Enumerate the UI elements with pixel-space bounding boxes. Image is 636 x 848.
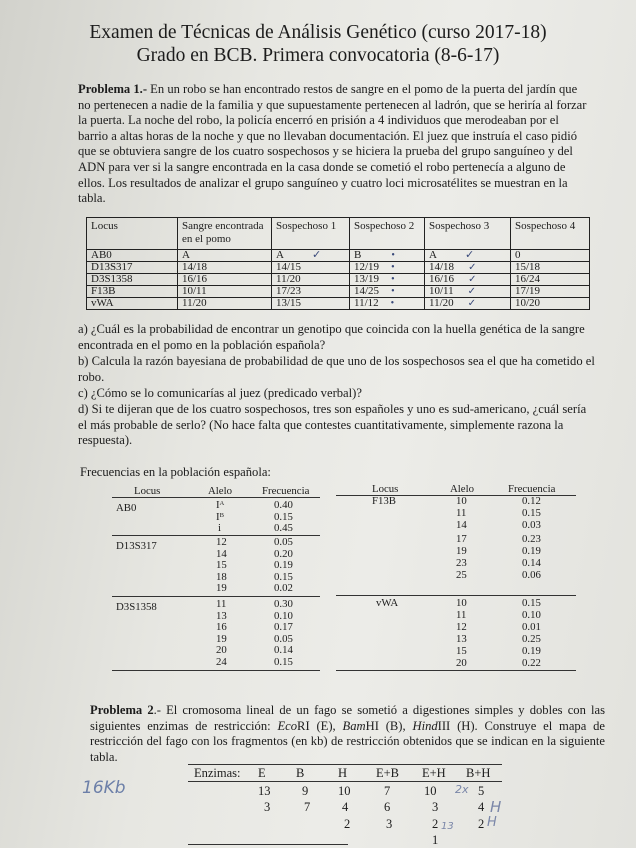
- problem1-label: Problema 1.-: [78, 82, 148, 96]
- fragment-value: 2: [432, 817, 439, 831]
- allele-value: 16: [216, 621, 227, 633]
- allele-value: 19: [216, 632, 227, 645]
- table-cell: A: [178, 250, 272, 262]
- fragment-value: 7: [384, 784, 391, 798]
- allele-value: 14: [456, 519, 467, 531]
- question-b: b) Calcula la razón bayesiana de probabilidad de que uno de los sospechosos sea el que ha cometido el robo.: [78, 354, 595, 384]
- frequency-value: 0.45: [274, 522, 293, 534]
- check-mark-icon: ✓: [311, 249, 322, 261]
- table-row: [87, 298, 590, 310]
- table-cell: AB0: [87, 250, 178, 262]
- handwritten-note: 16Kb: [82, 778, 126, 798]
- table-cell: B •: [350, 250, 425, 262]
- question-d: d) Si te dijeran que de los cuatro sospechosos, tres son españoles y uno es sud-americano, ¿cuál sería el más probable de serlo? (No hace falta que contestes cuantitativamente, simplemente razona la respuesta).: [78, 402, 587, 448]
- header-cell: Sangre encontrada en el pomo: [178, 218, 272, 250]
- enzyme-header: E: [258, 766, 266, 780]
- fragment-value: 9: [302, 784, 309, 798]
- check-mark-icon: ✓: [467, 286, 477, 297]
- table-row: [87, 286, 590, 298]
- frequency-value: 0.15: [522, 597, 541, 609]
- table-cell: 16/16: [178, 274, 272, 286]
- allele-value: 10: [456, 597, 467, 609]
- problem1-statement: [78, 82, 590, 207]
- allele-value: 23: [456, 557, 467, 569]
- handwritten-note: 2x: [455, 783, 469, 796]
- frequency-value: 0.23: [522, 533, 541, 545]
- allele-value: 19: [456, 545, 467, 557]
- frequency-value: 0.15: [274, 655, 293, 668]
- allele-value: 24: [216, 655, 227, 668]
- frequency-value: 0.22: [522, 657, 541, 669]
- table-cell: 14/25 •: [350, 286, 425, 298]
- frequency-value: 0.14: [274, 644, 293, 656]
- enzyme-header: H: [338, 766, 348, 780]
- fragment-value: 4: [342, 800, 349, 814]
- pen-dot-icon: •: [391, 274, 395, 285]
- frequency-value: 0.12: [522, 495, 541, 507]
- allele-value: 20: [456, 657, 467, 669]
- freq-header-locus: Locus: [372, 483, 399, 495]
- fragment-value: 6: [384, 800, 391, 814]
- allele-value: 12: [456, 621, 467, 633]
- table-cell: 17/23: [272, 286, 350, 298]
- frequency-value: 0.19: [522, 645, 541, 657]
- enzyme-header: E+H: [422, 766, 446, 780]
- problem2-statement: Problema 2.- El cromosoma lineal de un fago se sometió a digestiones simples y dobles con las siguientes enzimas de restricción: EcoRI (E), BamHI (B), HindIII (H). Construye el mapa de restricción del fago con los fragmentos (en kb) de restricción obtenidos que se indican en la siguiente tabla.: [90, 703, 605, 764]
- table-cell: 10/20: [511, 298, 590, 310]
- enzyme-header: B: [296, 766, 305, 780]
- enzyme-header: E+B: [376, 766, 400, 780]
- pen-dot-icon: •: [390, 298, 395, 309]
- divider: [112, 670, 320, 671]
- table-cell: 11/20 ✓: [425, 298, 511, 310]
- divider: [188, 844, 348, 845]
- check-mark-icon: ✓: [464, 249, 475, 261]
- allele-value: 19: [216, 582, 227, 594]
- frequency-value: 0.06: [522, 569, 541, 581]
- allele-value: 13: [456, 633, 467, 645]
- exam-title: Examen de Técnicas de Análisis Genético (curso 2017-18): [89, 22, 547, 43]
- suspects-table: [86, 217, 590, 310]
- frequency-value: 0.10: [522, 609, 541, 621]
- frequency-value: 0.03: [522, 519, 541, 531]
- table-row: [87, 250, 590, 262]
- allele-value: 20: [216, 644, 227, 656]
- allele-value: 17: [456, 533, 467, 545]
- table-cell: 11/20: [178, 298, 272, 310]
- fragment-value: 3: [432, 800, 439, 814]
- table-cell: D3S1358: [87, 274, 178, 286]
- pen-dot-icon: •: [391, 250, 395, 261]
- table-header-row: [87, 218, 590, 250]
- table-cell: vWA: [87, 298, 178, 310]
- frequency-value: 0.15: [274, 510, 293, 523]
- table-cell: A ✓: [425, 250, 511, 262]
- frequency-value: 0.14: [522, 557, 541, 569]
- enzyme-label: Enzimas:: [194, 766, 241, 780]
- allele-value: 10: [456, 495, 467, 507]
- question-a: a) ¿Cuál es la probabilidad de encontrar un genotipo que coincida con la huella genética de la sangre encontrada en el pomo en la población española?: [78, 322, 585, 352]
- frequency-value: 0.05: [274, 632, 293, 645]
- table-cell: F13B: [87, 286, 178, 298]
- allele-value: 14: [216, 547, 227, 560]
- pen-dot-icon: •: [391, 262, 395, 273]
- frequency-value: 0.25: [522, 633, 541, 645]
- frequency-value: 0.40: [274, 499, 293, 511]
- table-cell: 17/19: [511, 286, 590, 298]
- table-cell: D13S317: [87, 262, 178, 274]
- exam-subtitle: Grado en BCB. Primera convocatoria (8-6-17): [136, 45, 500, 66]
- table-cell: A ✓: [272, 250, 350, 262]
- frequency-table-right: [336, 484, 578, 674]
- header-cell: Sospechoso 1: [272, 218, 350, 250]
- fragment-value: 5: [478, 784, 485, 798]
- table-cell: 10/11: [178, 286, 272, 298]
- handwritten-note: H: [487, 815, 497, 830]
- header-cell: Sospechoso 4: [511, 218, 590, 250]
- locus-label: D3S1358: [116, 601, 157, 613]
- fragment-value: 10: [424, 784, 437, 798]
- freq-header-allele: Alelo: [450, 483, 474, 495]
- frequency-value: 0.15: [522, 507, 541, 519]
- table-cell: 14/18 ✓: [425, 262, 511, 274]
- fragment-value: 13: [258, 784, 271, 798]
- divider: [336, 670, 576, 671]
- fragment-value: 2: [344, 817, 351, 831]
- pen-dot-icon: •: [391, 286, 395, 297]
- divider: [112, 596, 320, 597]
- frequency-title: Frecuencias en la población española:: [80, 465, 271, 479]
- fragment-value: 3: [386, 817, 393, 831]
- divider: [188, 781, 502, 782]
- allele-value: 11: [216, 598, 227, 610]
- table-cell: 16/24: [511, 274, 590, 286]
- frequency-value: 0.17: [274, 621, 293, 633]
- freq-header-frequency: Frecuencia: [508, 483, 556, 495]
- frequency-value: 0.19: [274, 559, 293, 571]
- fragment-value: 4: [478, 800, 485, 814]
- fragment-value: 1: [432, 833, 439, 847]
- freq-header-allele: Alelo: [208, 485, 232, 497]
- check-mark-icon: ✓: [468, 274, 477, 285]
- problem1-text: En un robo se han encontrado restos de sangre en el pomo de la puerta del jardín que no pertenecen a nadie de la familia y que supuestamente pertenecen al ladrón, que se heriría al forzar la puerta. La noche del robo, la policía encerró en prisión a 4 individuos que merodeaban por el barrio a altas horas de la noche y que no llevaban documentación. El juez que instruía el caso pidió que se obtuviera sangre de los cuatro sospechosos y se hiciera la prueba del grupo sanguíneo y del ADN para ver si la sangre encontrada en la casa donde se cometió el robo pertenecía a alguno de ellos. Los resultados de analizar el grupo sanguíneo y cuatro loci microsatélites se muestran en la tabla.: [78, 82, 587, 206]
- allele-value: 11: [456, 507, 467, 519]
- fragment-value: 3: [264, 800, 271, 814]
- fragment-value: 7: [304, 800, 311, 814]
- frequency-value: 0.20: [274, 547, 293, 560]
- fragment-value: 2: [478, 817, 485, 831]
- allele-value: i: [218, 522, 221, 534]
- allele-value: 25: [456, 569, 467, 581]
- frequency-table-left: [112, 486, 322, 676]
- locus-label: AB0: [116, 502, 137, 514]
- frequency-value: 0.10: [274, 609, 293, 622]
- header-cell: Sospechoso 3: [425, 218, 511, 250]
- question-c: c) ¿Cómo se lo comunicarías al juez (predicado verbal)?: [78, 386, 362, 400]
- freq-header-locus: Locus: [134, 485, 161, 497]
- table-cell: 13/19 •: [350, 274, 425, 286]
- check-mark-icon: ✓: [467, 298, 477, 309]
- handwritten-note: H: [490, 798, 502, 816]
- freq-header-frequency: Frecuencia: [262, 485, 310, 497]
- frequency-value: 0.02: [274, 582, 293, 594]
- table-cell: 15/18: [511, 262, 590, 274]
- divider: [112, 497, 320, 498]
- allele-value: 15: [456, 645, 467, 657]
- allele-value: Iᴬ: [216, 499, 225, 511]
- table-cell: 13/15: [272, 298, 350, 310]
- check-mark-icon: ✓: [468, 262, 477, 273]
- locus-label: vWA: [376, 597, 399, 609]
- table-cell: 16/16 ✓: [425, 274, 511, 286]
- table-cell: 12/19 •: [350, 262, 425, 274]
- table-cell: 10/11 ✓: [425, 286, 511, 298]
- problem2-label: Problema 2: [90, 703, 154, 717]
- enzyme-header: B+H: [466, 766, 491, 780]
- header-cell: Locus: [87, 218, 178, 250]
- allele-value: 12: [216, 536, 227, 548]
- allele-value: 15: [216, 559, 227, 571]
- divider: [188, 764, 502, 765]
- frequency-value: 0.15: [274, 570, 293, 583]
- table-row: [87, 274, 590, 286]
- fragment-value: 10: [338, 784, 351, 798]
- allele-value: 11: [456, 609, 467, 621]
- frequency-value: 0.19: [522, 545, 541, 557]
- table-cell: 11/12 •: [350, 298, 425, 310]
- locus-label: D13S317: [116, 540, 157, 552]
- allele-value: Iᴮ: [216, 510, 224, 523]
- table-cell: 11/20: [272, 274, 350, 286]
- header-cell: Sospechoso 2: [350, 218, 425, 250]
- handwritten-note: 13: [441, 821, 454, 832]
- table-cell: 0: [511, 250, 590, 262]
- allele-value: 13: [216, 609, 227, 622]
- divider: [336, 595, 576, 596]
- frequency-value: 0.30: [274, 598, 293, 610]
- table-cell: 14/18: [178, 262, 272, 274]
- table-row: [87, 262, 590, 274]
- frequency-value: 0.01: [522, 621, 541, 633]
- frequency-value: 0.05: [274, 536, 293, 548]
- allele-value: 18: [216, 570, 227, 583]
- locus-label: F13B: [372, 495, 397, 507]
- table-cell: 14/15: [272, 262, 350, 274]
